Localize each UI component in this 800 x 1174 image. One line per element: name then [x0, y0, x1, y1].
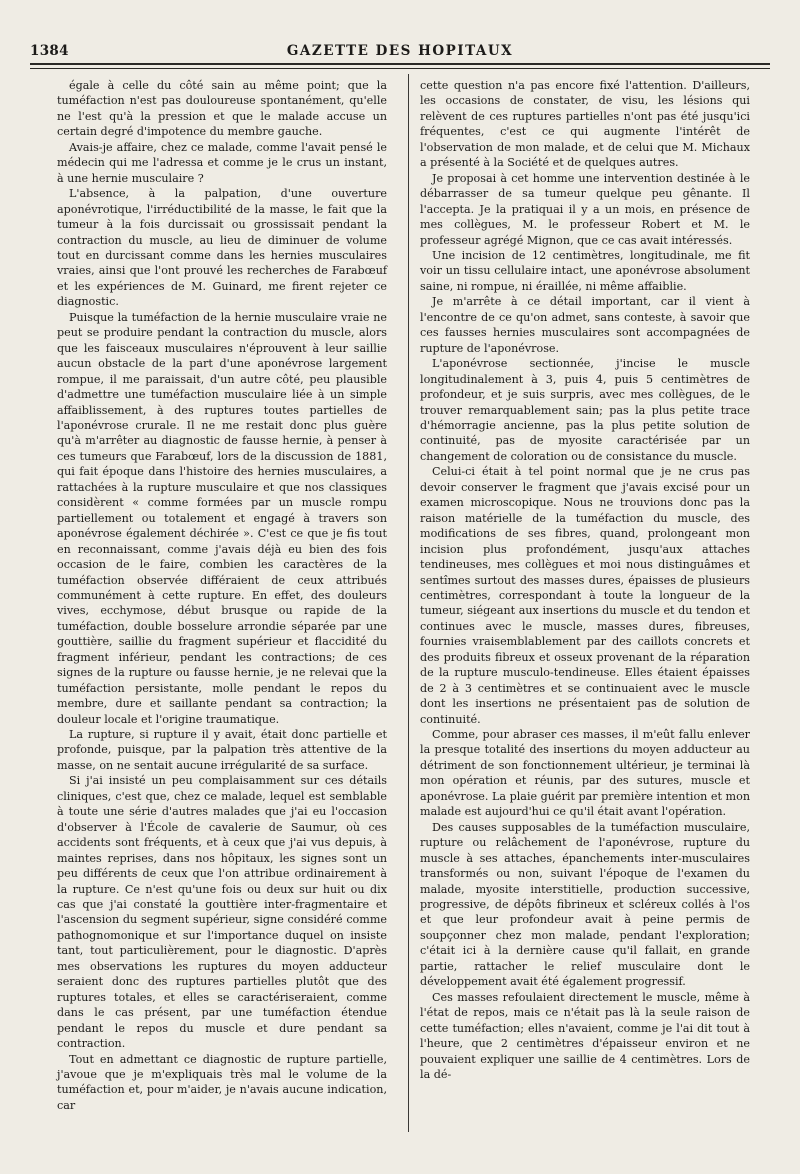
left-column — [57, 78, 387, 1113]
journal-title: GAZETTE DES HOPITAUX — [286, 43, 514, 59]
paragraph: Avais-je affaire, chez ce malade, comme l'avait pensé le médecin qui me l'adressa et comme je le crus un instant, à une hernie musculaire ? — [57, 140, 387, 185]
page-number: 1384 — [30, 43, 69, 59]
paragraph: Ces masses refoulaient directement le muscle, même à l'état de repos, mais ce n'était pas là la seule raison de cette tuméfaction; elles n'avaient, comme je l'ai dit tout à l'heure, que 2 centimètres d'épaisseur environ et ne pouvaient expliquer une saillie de 4 centimètres. Lors de la dé- — [420, 990, 750, 1081]
paragraph: Celui-ci était à tel point normal que je ne crus pas devoir conserver le fragment que j'avais excisé pour un examen microscopique. Nous ne trouvions donc pas la raison matérielle de la tuméfaction du muscle, des modifications de ses fibres, quand, prolongeant mon incision plus profondément, jusqu'aux attaches tendineuses, mes collègues et moi nous distinguâmes et sentîmes surtout des masses dures, épaisses de plusieurs centimètres, correspondant à toute la longueur de la tumeur, siégeant aux insertions du muscle et du tendon et continues avec le muscle, masses dures, fibreuses, fournies vraisemblablement par des caillots concrets et des produits fibreux et osseux provenant de la réparation de la rupture musculo-tendineuse. Elles étaient épaisses de 2 à 3 centimètres et se continuaient avec le muscle dont les insertions ne présentaient pas de solution de continuité. — [420, 465, 750, 726]
paragraph: L'absence, à la palpation, d'une ouverture aponévrotique, l'irréductibilité de la masse, le fait que la tumeur à la fois durcissait ou grossissait pendant la contraction du muscle, au lieu de diminuer de volume tout en durcissant comme dans les hernies musculaires vraies, ainsi que l'ont prouvé les recherches de Farabœuf et les expériences de M. Guinard, me firent rejeter ce diagnostic. — [57, 187, 387, 309]
paragraph: La rupture, si rupture il y avait, était donc partielle et profonde, puisque, par la palpation très attentive de la masse, on ne sentait aucune irrégularité de sa surface. — [57, 728, 387, 772]
column-separator — [408, 74, 409, 1132]
right-column — [420, 78, 750, 1082]
paragraph: Des causes supposables de la tuméfaction musculaire, rupture ou relâchement de l'aponévrose, rupture du muscle à ses attaches, épanchements inter-musculaires transformés ou non, suivant l'époque de l'examen du malade, myosite interstitielle, production successive, progressive, de dépôts fibrineux et scléreux collés à l'os et que leur profondeur avait à peine permis de soupçonner chez mon malade, pendant l'exploration; c'était ici à la dernière cause qu'il fallait, en grande partie, rattacher le relief musculaire dont le développement avait été également progressif. — [420, 820, 750, 989]
header-rule-thick — [30, 63, 770, 65]
paragraph: Tout en admettant ce diagnostic de rupture partielle, j'avoue que je m'expliquais très mal le volume de la tuméfaction et, pour m'aider, je n'avais aucune indication, car — [57, 1052, 387, 1112]
paragraph: égale à celle du côté sain au même point; que la tuméfaction n'est pas douloureuse spontanément, qu'elle ne l'est qu'à la pression et que le malade accuse un certain degré d'impotence du membre gauche. — [57, 79, 387, 139]
paragraph: Si j'ai insisté un peu complaisamment sur ces détails cliniques, c'est que, chez ce malade, lequel est semblable à toute une série d'autres malades que j'ai eu l'occasion d'observer à l'École de cavalerie de Saumur, où ces accidents sont fréquents, et à ceux que j'ai vus depuis, à maintes reprises, dans nos hôpitaux, les signes sont un peu différents de ceux que l'on attribue ordinairement à la rupture. Ce n'est qu'une fois ou deux sur huit ou dix cas que j'ai constaté la gouttière inter-fragmentaire et l'ascension du segment supérieur, signe considéré comme pathognomonique et sur l'importance duquel on insiste tant, tout particulièrement, pour le diagnostic. D'après mes observations les ruptures du moyen adducteur seraient donc des ruptures partielles plutôt que des ruptures totales, et elles se caractériseraient, comme dans le cas présent, par une tuméfaction étendue pendant le repos du muscle et dure pendant sa contraction. — [57, 774, 387, 1051]
paragraph: Une incision de 12 centimètres, longitudinale, me fit voir un tissu cellulaire intact, une aponévrose absolument saine, ni rompue, ni éraillée, ni même affaiblie. — [420, 248, 750, 293]
paragraph: Je proposai à cet homme une intervention destinée à le débarrasser de sa tumeur quelque peu gênante. Il l'accepta. Je la pratiquai il y a un mois, en présence de mes collègues, M. le professeur Robert et M. le professeur agrégé Mignon, que ce cas avait intéressés. — [420, 171, 750, 247]
paragraph: Puisque la tuméfaction de la hernie musculaire vraie ne peut se produire pendant la contraction du muscle, alors que les faisceaux musculaires n'éprouvent à leur saillie aucun obstacle de la part d'une aponévrose largement rompue, il me paraissait, d'un autre côté, peu plausible d'admettre une tuméfaction musculaire liée à un simple affaiblissement, à des ruptures toutes partielles de l'aponévrose crurale. Il ne me restait donc plus guère qu'à m'arrêter au diagnostic de fausse hernie, à penser à ces tumeurs que Farabœuf, lors de la discussion de 1881, qui fait époque dans l'histoire des hernies musculaires, a rattachées à la rupture musculaire et que nos classiques considèrent « comme formées par un muscle rompu partiellement ou totalement et engagé à travers son aponévrose également déchirée ». C'est ce que je fis tout en reconnaissant, comme j'avais déjà eu bien des fois occasion de le faire, combien les caractères de la tuméfaction observée différaient de ceux attribués communément à cette rupture. En effet, des douleurs vives, ecchymose, début brusque ou rapide de la tuméfaction, double bosselure arrondie séparée par une gouttière, saillie du fragment supérieur et flaccidité du fragment inférieur, pendant les contractions; de ces signes de la rupture ou fausse hernie, je ne relevai que la tuméfaction persistante, molle pendant le repos du membre, dure et saillante pendant sa contraction; la douleur locale et l'origine traumatique. — [57, 310, 387, 726]
paragraph: cette question n'a pas encore fixé l'attention. D'ailleurs, les occasions de constater, de visu, les lésions qui relèvent de ces ruptures partielles n'ont pas été jusqu'ici fréquentes, c'est ce qui augmente l'intérêt de l'observation de mon malade, et de celui que M. Michaux a présenté à la Société et de quelques autres. — [420, 79, 750, 170]
paragraph: L'aponévrose sectionnée, j'incise le muscle longitudinalement à 3, puis 4, puis 5 centimètres de profondeur, et je suis surpris, avec mes collègues, de le trouver remarquablement sain; pas la plus petite trace d'hémorragie ancienne, pas la plus petite solution de continuité, pas de myosite caractérisée par un changement de coloration ou de consistance du muscle. — [420, 357, 750, 463]
paragraph: Comme, pour abraser ces masses, il m'eût fallu enlever la presque totalité des insertions du moyen adducteur au détriment de son fonctionnement ultérieur, je terminai là mon opération et réunis, par des sutures, muscle et aponévrose. La plaie guérit par première intention et mon malade est aujourd'hui ce qu'il était avant l'opération. — [420, 728, 750, 819]
header-rule-thin — [30, 68, 770, 69]
paragraph: Je m'arrête à ce détail important, car il vient à l'encontre de ce qu'on admet, sans conteste, à savoir que ces fausses hernies musculaires sont accompagnées de rupture de l'aponévrose. — [420, 295, 750, 355]
